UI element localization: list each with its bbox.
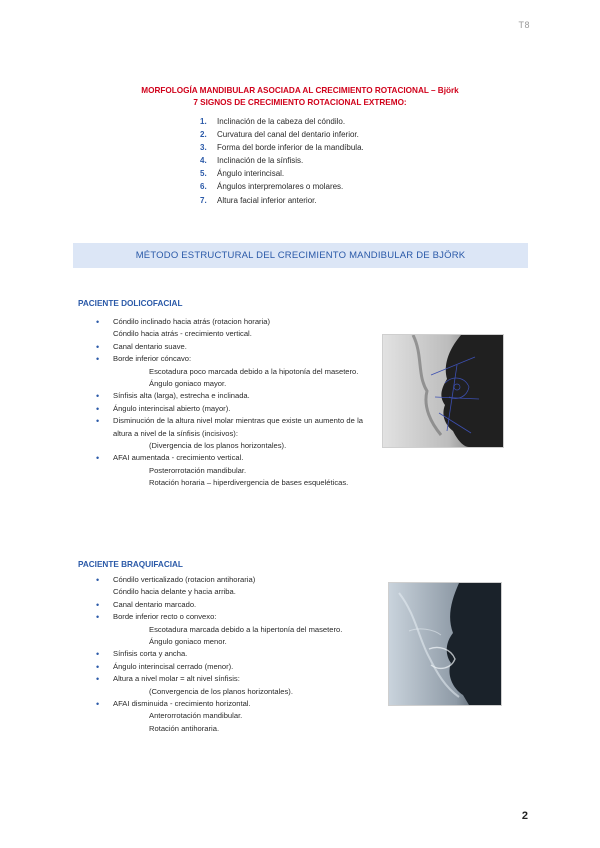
sign-item: 3. Forma del borde inferior de la mandíbula. xyxy=(200,143,364,153)
list-item: Rotación antihoraria. xyxy=(149,723,220,733)
section-banner xyxy=(73,243,528,268)
list-item: (Divergencia de los planos horizontales). xyxy=(149,441,287,451)
list-item: • Disminución de la altura nivel molar mientras que existe un aumento de la altura a nivel de la sínfisis (incisivos): xyxy=(113,415,363,440)
sign-item: 4. Inclinación de la sínfisis. xyxy=(200,156,304,166)
sign-item: 5. Ángulo interincisal. xyxy=(200,169,285,179)
list-item: • Altura a nivel molar = alt nivel sínfisis: xyxy=(113,673,363,685)
cephalometric-xray-braqui xyxy=(388,582,502,706)
sign-item: 7. Altura facial inferior anterior. xyxy=(200,195,317,205)
dolico-list xyxy=(113,316,363,490)
list-item: • Canal dentario suave. xyxy=(113,341,363,353)
list-item: • AFAI aumentada - crecimiento vertical. xyxy=(113,452,363,464)
list-item: • Borde inferior cóncavo: xyxy=(113,353,363,365)
sign-item: 1. Inclinación de la cabeza del cóndilo. xyxy=(200,117,346,126)
list-item: • Canal dentario marcado. xyxy=(113,599,363,611)
dolico-title: PACIENTE DOLICOFACIAL xyxy=(78,299,183,308)
page-number: 2 xyxy=(521,810,528,822)
list-item: • Ángulo interincisal cerrado (menor). xyxy=(113,661,363,673)
signs-list xyxy=(200,115,364,207)
list-item: Rotación horaria – hiperdivergencia de bases esqueléticas. xyxy=(149,478,349,488)
list-item: • Ángulo interincisal abierto (mayor). xyxy=(113,403,363,415)
list-item: • Sínfisis alta (larga), estrecha e inclinada. xyxy=(113,390,363,402)
list-item: Anterorrotación mandibular. xyxy=(149,711,243,721)
sign-item: 6. Ángulos interpremolares o molares. xyxy=(200,182,344,192)
list-item: Escotadura poco marcada debido a la hipotonía del masetero. xyxy=(149,366,359,376)
list-item: • Cóndilo inclinado hacia atrás (rotacion horaria) xyxy=(113,316,363,328)
cephalometric-xray-dolico xyxy=(382,334,504,448)
list-item: • Sínfisis corta y ancha. xyxy=(113,648,363,660)
braqui-list xyxy=(113,574,363,735)
page-tag: T8 xyxy=(518,20,530,30)
sign-item: 2. Curvatura del canal del dentario inferior. xyxy=(200,130,359,140)
section-banner-title: MÉTODO ESTRUCTURAL DEL CRECIMIENTO MANDIBULAR DE BJÖRK xyxy=(135,250,466,261)
list-item: • Borde inferior recto o convexo: xyxy=(113,611,363,623)
list-item: Ángulo goniaco menor. xyxy=(149,637,227,647)
braqui-title: PACIENTE BRAQUIFACIAL xyxy=(78,560,183,569)
document-subtitle: 7 SIGNOS DE CRECIMIENTO ROTACIONAL EXTREMO: xyxy=(193,98,407,107)
list-item: • Cóndilo verticalizado (rotacion antihoraria) xyxy=(113,574,363,586)
document-title: MORFOLOGÍA MANDIBULAR ASOCIADA AL CRECIMIENTO ROTACIONAL – Björk xyxy=(141,86,459,95)
list-item: • AFAI disminuida - crecimiento horizontal. xyxy=(113,698,363,710)
list-item: Escotadura marcada debido a la hipertonía del masetero. xyxy=(149,624,343,634)
list-item: Cóndilo hacia delante y hacia arriba. xyxy=(113,587,236,597)
list-item: Cóndilo hacia atrás - crecimiento vertical. xyxy=(113,329,252,339)
list-item: Posterorrotación mandibular. xyxy=(149,465,247,475)
list-item: Ángulo goniaco mayor. xyxy=(149,379,227,389)
list-item: (Convergencia de los planos horizontales). xyxy=(149,686,293,696)
